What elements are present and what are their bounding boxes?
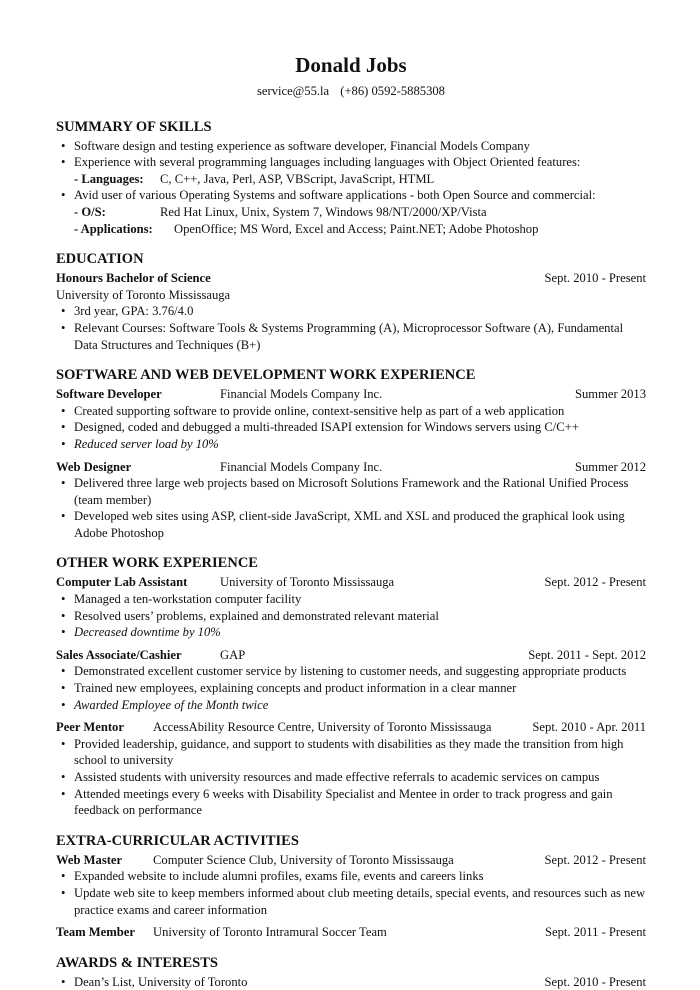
list-item: • Avid user of various Operating Systems and software applications - both Open Source and commercial:	[56, 187, 646, 204]
section-title-software-experience: SOFTWARE AND WEB DEVELOPMENT WORK EXPERIENCE	[56, 367, 476, 384]
list-item: • Trained new employees, explaining concepts and product information in a clear manner	[56, 680, 646, 697]
section-title-awards: AWARDS & INTERESTS	[56, 954, 218, 971]
job-bullets	[56, 663, 646, 713]
section-title-other-experience: OTHER WORK EXPERIENCE	[56, 555, 258, 572]
job-date: Sept. 2010 - Apr. 2011	[532, 720, 646, 735]
os-value: Red Hat Linux, Unix, System 7, Windows 98/NT/2000/XP/Vista	[160, 204, 487, 219]
job-bullets	[56, 403, 646, 453]
job-bullets	[56, 736, 646, 819]
list-item: • Created supporting software to provide online, context-sensitive help as part of a web application	[56, 403, 646, 420]
list-item: • Awarded Employee of the Month twice	[56, 697, 646, 714]
list-item: • Attended meetings every 6 weeks with Disability Specialist and Mentee in order to track progress and gain feedback on performance	[56, 786, 646, 819]
candidate-name: Donald Jobs	[295, 53, 407, 77]
list-item: • Designed, coded and debugged a multi-threaded ISAPI extension for Windows servers using C/C++	[56, 419, 646, 436]
languages-row	[56, 171, 646, 188]
list-item: • Demonstrated excellent customer service by listening to customer needs, and suggesting appropriate products	[56, 663, 646, 680]
job-bullets	[56, 475, 646, 541]
job-header	[56, 647, 646, 664]
activity-date: Sept. 2011 - Present	[545, 925, 646, 940]
job-date: Sept. 2011 - Sept. 2012	[528, 647, 646, 662]
job-header	[56, 459, 646, 476]
job-bullets	[56, 591, 646, 641]
education-row	[56, 270, 646, 287]
activity-bullets	[56, 868, 646, 918]
job-org: University of Toronto Mississauga	[220, 575, 395, 590]
activity-header	[56, 924, 646, 941]
job-entry	[56, 719, 646, 819]
resume-page	[56, 52, 646, 990]
list-item: • Update web site to keep members informed about club meeting details, special events, and resources such as new practice exams and career information	[56, 885, 646, 918]
list-item: • Provided leadership, guidance, and support to students with disabilities as they made the transition from high school to university	[56, 736, 646, 769]
job-title: Web Designer	[56, 459, 132, 474]
phone: (+86) 0592-5885308	[340, 84, 445, 98]
job-title: Computer Lab Assistant	[56, 575, 188, 590]
job-header	[56, 574, 646, 591]
job-header	[56, 386, 646, 403]
list-item: • Dean’s List, University of Toronto	[56, 974, 545, 990]
list-item: • 3rd year, GPA: 3.76/4.0	[56, 303, 646, 320]
education-list	[56, 303, 646, 353]
section-title-extracurricular: EXTRA-CURRICULAR ACTIVITIES	[56, 832, 299, 849]
job-entry	[56, 647, 646, 713]
job-title: Peer Mentor	[56, 720, 124, 735]
contact-line	[56, 83, 646, 100]
list-item: • Developed web sites using ASP, client-side JavaScript, XML and XSL and produced the graphical look using Adobe Photoshop	[56, 508, 646, 541]
job-org: AccessAbility Resource Centre, University of Toronto Mississauga	[153, 720, 492, 735]
job-org: Financial Models Company Inc.	[220, 387, 383, 402]
job-title: Software Developer	[56, 387, 162, 402]
activity-title: Web Master	[56, 852, 123, 867]
award-row	[56, 974, 646, 990]
list-item: • Relevant Courses: Software Tools & Systems Programming (A), Microprocessor Software (A), Fundamental Data Structures and Techniques (B+)	[56, 320, 646, 353]
languages-value: C, C++, Java, Perl, ASP, VBScript, JavaScript, HTML	[160, 171, 435, 186]
job-org: Financial Models Company Inc.	[220, 459, 383, 474]
activity-date: Sept. 2012 - Present	[544, 852, 646, 867]
activity-title: Team Member	[56, 925, 135, 940]
job-date: Summer 2013	[574, 387, 646, 402]
education-date: Sept. 2010 - Present	[544, 271, 646, 286]
job-entry	[56, 459, 646, 542]
os-label: - O/S:	[74, 204, 106, 219]
awards-list	[56, 974, 545, 990]
email: service@55.la	[257, 84, 330, 98]
section-title-education: EDUCATION	[56, 251, 144, 268]
list-item: • Software design and testing experience as software developer, Financial Models Company	[56, 138, 646, 155]
section-title-skills: SUMMARY OF SKILLS	[56, 118, 212, 135]
list-item: • Experience with several programming languages including languages with Object Oriented features:	[56, 154, 646, 171]
applications-value: OpenOffice; MS Word, Excel and Access; Paint.NET; Adobe Photoshop	[174, 221, 539, 236]
languages-label: - Languages:	[74, 171, 144, 186]
list-item: • Expanded website to include alumni profiles, exams file, events and careers links	[56, 868, 646, 885]
activity-entry	[56, 852, 646, 918]
job-date: Sept. 2012 - Present	[544, 575, 646, 590]
activity-entry	[56, 924, 646, 941]
applications-label: - Applications:	[74, 221, 153, 236]
degree: Honours Bachelor of Science	[56, 271, 211, 286]
list-item: • Decreased downtime by 10%	[56, 624, 646, 641]
activity-org: Computer Science Club, University of Toronto Mississauga	[153, 852, 454, 867]
job-header	[56, 719, 646, 736]
os-row	[56, 204, 646, 221]
job-entry	[56, 386, 646, 452]
list-item: • Delivered three large web projects based on Microsoft Solutions Framework and the Rational Unified Process (team member)	[56, 475, 646, 508]
list-item: • Resolved users’ problems, explained and demonstrated relevant material	[56, 608, 646, 625]
activity-org: University of Toronto Intramural Soccer Team	[153, 925, 387, 940]
job-org: GAP	[220, 647, 246, 662]
school: University of Toronto Mississauga	[56, 287, 231, 302]
activity-header	[56, 852, 646, 869]
list-item: • Reduced server load by 10%	[56, 436, 646, 453]
skills-list	[56, 138, 646, 171]
job-date: Summer 2012	[574, 459, 646, 474]
skills-list-2	[56, 187, 646, 204]
list-item: • Assisted students with university resources and made effective referrals to academic services on campus	[56, 769, 646, 786]
job-entry	[56, 574, 646, 640]
applications-row	[56, 221, 646, 238]
list-item: • Managed a ten-workstation computer facility	[56, 591, 646, 608]
job-title: Sales Associate/Cashier	[56, 647, 182, 662]
award-date: Sept. 2010 - Present	[544, 974, 646, 989]
